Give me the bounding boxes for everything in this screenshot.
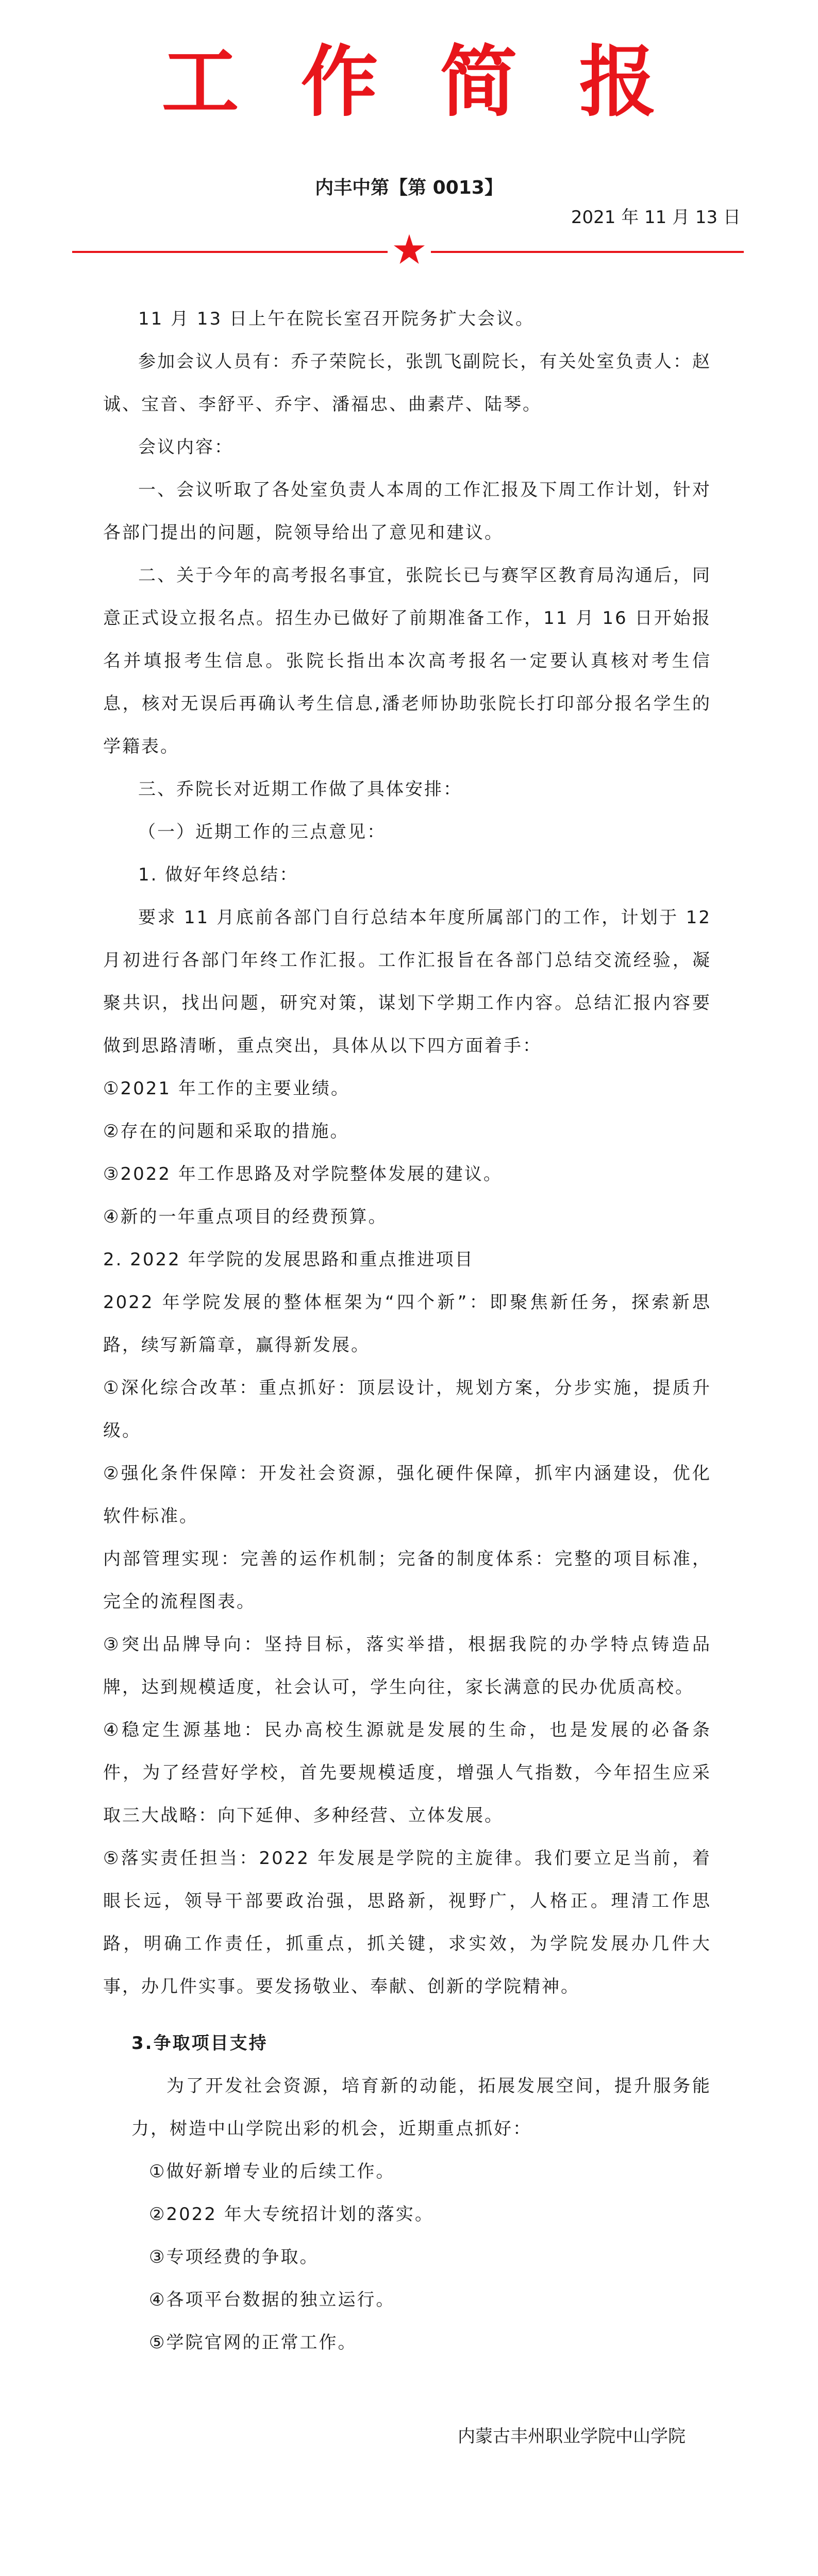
subheading-development: 2. 2022 年学院的发展思路和重点推进项目 [103,1249,474,1270]
item-two: 二、关于今年的高考报名事宜，张院长已与赛罕区教育局沟通后，同意正式设立报名点。招生办已做好了前期准备工作，11 月 16 日开始报名并填报考生信息。张院长指出本次高考报名一定要认真核对考生信息，核对无误后再确认考生信息,潘老师协助张院长打印部分报名学生的学籍表。 [103,565,711,757]
list-item: ④稳定生源基地：民办高校生源就是发展的生命，也是发展的必备条件，为了经营好学校，首先要规模适度，增强人气指数，今年招生应采取三大战略：向下延伸、多种经营、立体发展。 [103,1720,711,1826]
list-item: ④新的一年重点项目的经费预算。 [103,1207,388,1227]
list-item: ①2021 年工作的主要业绩。 [103,1078,350,1099]
issue-number: 内丰中第【第 0013】 [315,177,503,198]
section-heading: （一）近期工作的三点意见： [138,822,386,842]
list-item: ②强化条件保障：开发社会资源，强化硬件保障，抓牢内涵建设，优化软件标准。 [103,1463,711,1527]
bulletin-body [103,298,711,2008]
list-item: ③突出品牌导向：坚持目标，落实举措，根据我院的办学特点铸造品牌，达到规模适度，社会认可，学生向往，家长满意的民办优质高校。 [103,1634,711,1698]
red-star-icon [393,233,426,266]
item-one: 一、会议听取了各处室负责人本周的工作汇报及下周工作计划，针对各部门提出的问题，院领导给出了意见和建议。 [103,480,711,543]
list-item: ⑤落实责任担当：2022 年发展是学院的主旋律。我们要立足当前，着眼长远，领导干部要政治强，思路新，视野广，人格正。理清工作思路，明确工作责任，抓重点，抓关键，求实效，为学院发展办几件大事，办几件实事。要发扬敬业、奉献、创新的学院精神。 [103,1848,711,1997]
subheading-project-support: 3.争取项目支持 [131,2033,268,2054]
list-item: ③专项经费的争取。 [149,2247,319,2267]
internal-management: 内部管理实现：完善的运作机制；完备的制度体系：完整的项目标准，完全的流程图表。 [103,1549,711,1612]
list-item: ①深化综合改革：重点抓好：顶层设计，规划方案，分步实施，提质升级。 [103,1378,711,1441]
list-item: ④各项平台数据的独立运行。 [149,2290,395,2310]
attendees: 参加会议人员有：乔子荣院长，张凯飞副院长，有关处室负责人：赵诚、宝音、李舒平、乔宇、潘福忠、曲素芹、陆琴。 [103,351,711,415]
development-framework: 2022 年学院发展的整体框架为“四个新”：即聚焦新任务，探索新思路，续写新篇章，赢得新发展。 [103,1292,711,1355]
list-item: ①做好新增专业的后续工作。 [149,2161,395,2182]
project-support-paragraph: 为了开发社会资源，培育新的动能，拓展发展空间，提升服务能力，树造中山学院出彩的机会，近期重点抓好： [131,2076,711,2139]
list-item: ⑤学院官网的正常工作。 [149,2332,357,2353]
issue-date: 2021 年 11 月 13 日 [571,207,741,228]
project-support-section [131,2022,711,2364]
bulletin-title: 工作简报 [161,38,719,127]
item-three: 三、乔院长对近期工作做了具体安排： [138,779,462,800]
signature-organization: 内蒙古丰州职业学院中山学院 [458,2426,686,2447]
red-divider-right [431,251,744,253]
list-item: ②存在的问题和采取的措施。 [103,1121,349,1142]
subheading-year-end: 1. 做好年终总结： [138,865,299,885]
agenda-heading: 会议内容： [138,437,233,457]
list-item: ③2022 年工作思路及对学院整体发展的建议。 [103,1164,503,1184]
meeting-intro: 11 月 13 日上午在院长室召开院务扩大会议。 [138,309,535,329]
red-divider-left [72,251,388,253]
list-item: ②2022 年大专统招计划的落实。 [149,2204,434,2225]
year-end-paragraph: 要求 11 月底前各部门自行总结本年度所属部门的工作，计划于 12 月初进行各部门年终工作汇报。工作汇报旨在各部门总结交流经验，凝聚共识，找出问题，研究对策，谋划下学期工作内容。总结汇报内容要做到思路清晰，重点突出，具体从以下四方面着手： [103,907,711,1056]
